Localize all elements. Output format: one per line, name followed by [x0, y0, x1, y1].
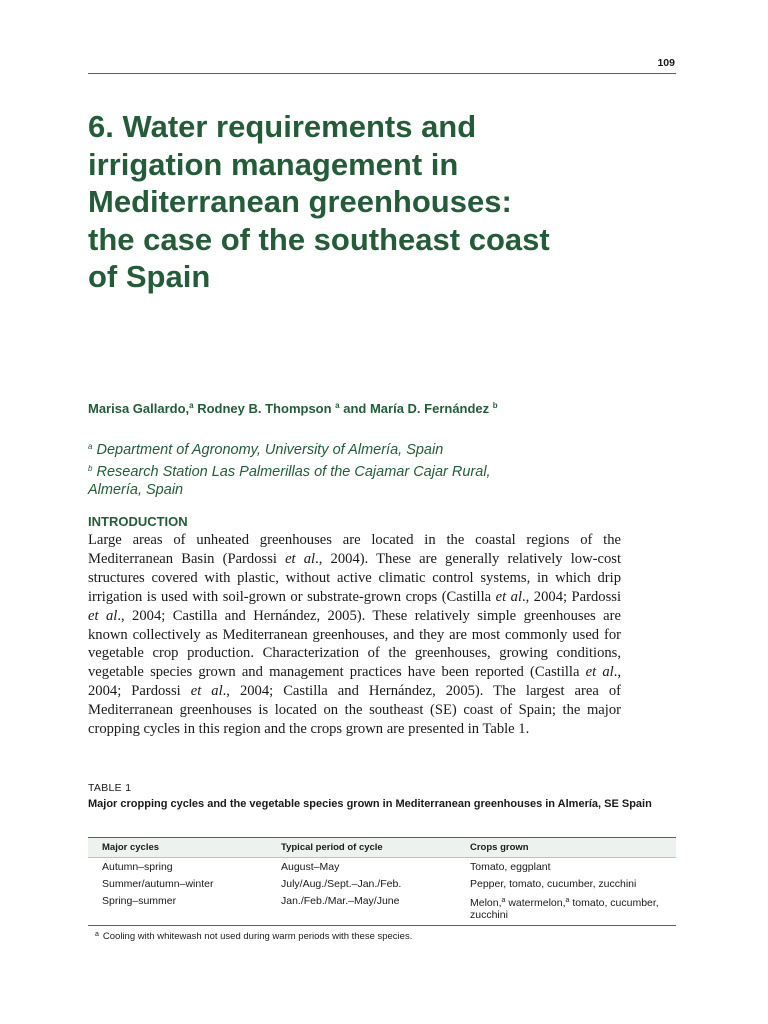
italic-citation: et al [88, 607, 118, 624]
text-run: watermelon, [505, 896, 566, 909]
cycle-cell: Spring–summer [88, 892, 281, 925]
author-name: Marisa Gallardo, [88, 401, 190, 416]
table-footnote [95, 931, 412, 942]
column-header: Major cycles [88, 838, 281, 858]
affiliations [88, 438, 648, 500]
header-rule [88, 73, 676, 74]
affiliation-line [88, 460, 648, 482]
page-number: 109 [657, 57, 675, 69]
text-run: ., 2004). These are generally relatively low-cost structures covered with plastic, without active climatic control systems, in which drip irrigation is used with soil-grown or substrate-grown crops (Castilla [88, 550, 621, 605]
affiliation-mark: a [335, 401, 340, 410]
author-list [88, 401, 648, 416]
italic-citation: et al [190, 683, 223, 700]
affiliation-mark: a [189, 401, 194, 410]
text-run: ., 2004; Castilla and Hernández, 2005). These relatively simple greenhouses are known collectively as Mediterranean greenhouses, and they are most commonly used for vegetable crop production. Characterization of the greenhouses, growing conditions, vegetable species grown and management practices have been reported (Castilla [88, 607, 621, 681]
italic-citation: et al [495, 588, 523, 605]
crops-cell [470, 858, 676, 876]
table-row [88, 875, 676, 892]
footnote-mark: a [95, 931, 99, 938]
affiliation-mark: b [88, 463, 93, 473]
affiliation-text: Research Station Las Palmerillas of the Cajamar Cajar Rural, [92, 463, 491, 480]
cropping-cycles-table [88, 837, 676, 926]
affiliation-text: Department of Agronomy, University of Almería, Spain [92, 442, 444, 458]
affiliation-mark: b [492, 401, 498, 410]
text-run: ., 2004; Castilla and Hernández, 2005). The largest area of Mediterranean greenhouses is located on the southeast (SE) coast of Spain; the major cropping cycles in this region and the crops grown are presented in Table 1. [88, 683, 621, 738]
text-run: Tomato, eggplant [470, 860, 551, 873]
period-cell: Jan./Feb./Mar.–May/June [281, 892, 470, 925]
chapter-title [88, 108, 648, 296]
footnote-mark: a [501, 896, 506, 904]
footnote-text: Cooling with whitewash not used during warm periods with these species. [102, 931, 413, 942]
column-header: Crops grown [470, 838, 676, 858]
author-name: and María D. Fernández [339, 401, 493, 416]
column-header: Typical period of cycle [281, 838, 470, 858]
title-line: of Spain [88, 259, 211, 294]
title-line: the case of the southeast coast [88, 221, 550, 257]
text-run: Large areas of unheated greenhouses are located in the coastal regions of the Mediterranean Basin (Pardossi [88, 532, 621, 567]
affiliation-text: Almería, Spain [88, 482, 184, 498]
title-line: Mediterranean greenhouses: [88, 184, 512, 219]
text-run: Melon, [470, 896, 502, 909]
crops-cell [470, 892, 676, 925]
text-run: ., 2004; Pardossi [88, 664, 621, 700]
title-line: irrigation management in [88, 146, 459, 182]
table-label: TABLE 1 [88, 782, 132, 794]
title-line: 6. Water requirements and [88, 109, 477, 144]
affiliation-mark: a [88, 442, 93, 451]
italic-citation: et al [285, 550, 316, 567]
section-heading: INTRODUCTION [88, 514, 188, 529]
affiliation-line [88, 481, 648, 500]
text-run: Pepper, tomato, cucumber, zucchini [470, 877, 637, 890]
table-caption: Major cropping cycles and the vegetable species grown in Mediterranean greenhouses in Almería, SE Spain [88, 798, 652, 810]
cycle-cell: Autumn–spring [102, 860, 173, 873]
table-row [88, 892, 676, 925]
author-name: Rodney B. Thompson [193, 401, 336, 416]
italic-citation: et al [585, 664, 614, 681]
table-header-row [88, 838, 676, 858]
period-cell: August–May [281, 860, 340, 873]
text-run: tomato, cucumber, zucchini [470, 896, 659, 921]
text-run: ., 2004; Pardossi [522, 588, 621, 605]
table-row [88, 858, 676, 876]
introduction-paragraph [88, 531, 621, 739]
affiliation-line [88, 438, 648, 460]
period-cell: July/Aug./Sept.–Jan./Feb. [281, 877, 402, 890]
cycle-cell: Summer/autumn–winter [102, 877, 214, 890]
footnote-mark: a [565, 896, 570, 904]
crops-cell [470, 875, 676, 892]
